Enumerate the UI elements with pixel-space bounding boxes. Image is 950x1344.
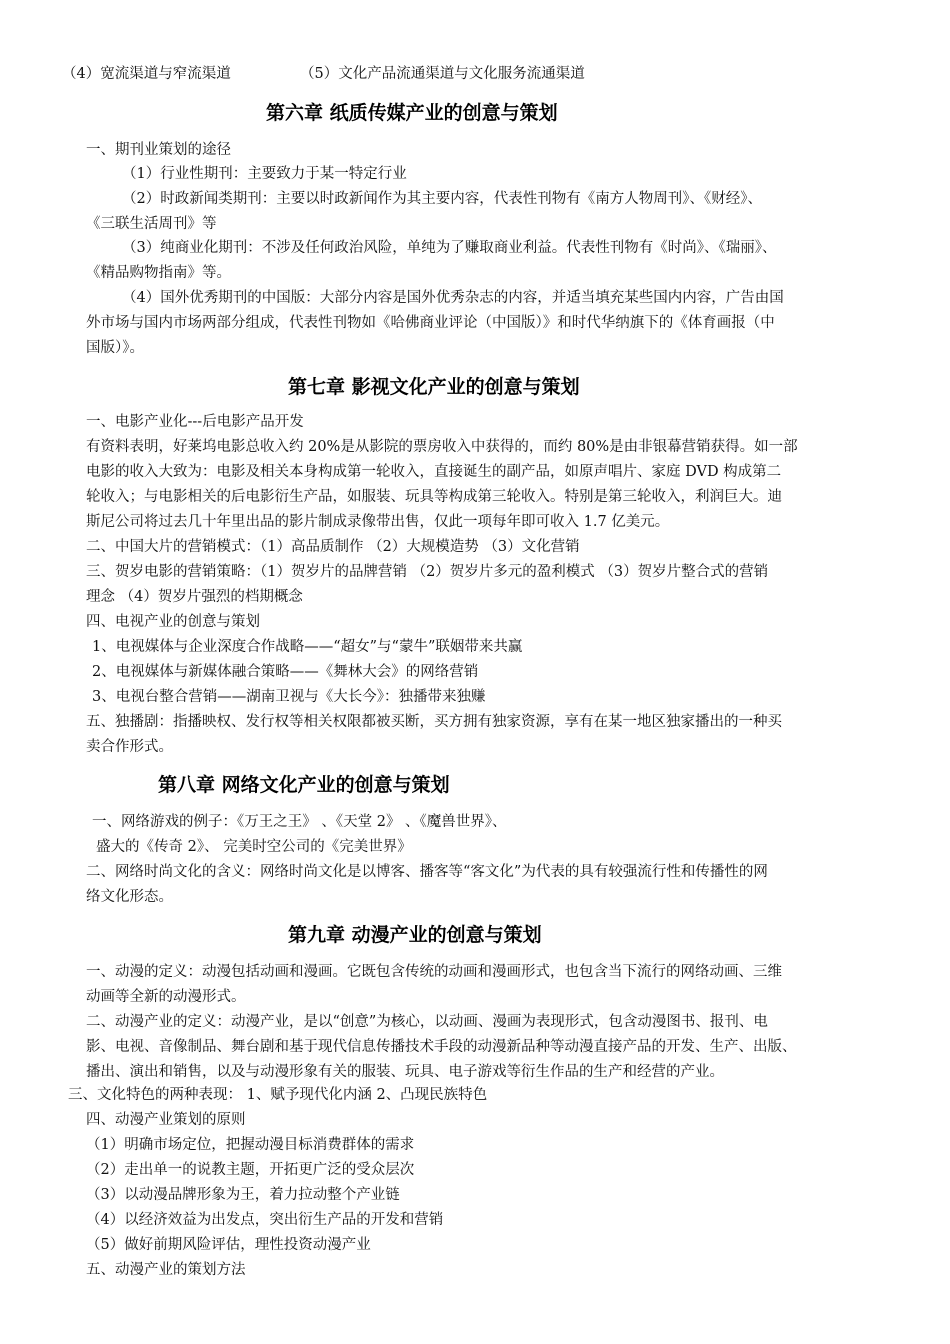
ch9-line-1: 一、动漫的定义：动漫包括动画和漫画。它既包含传统的动画和漫画形式，也包含当下流行的网络动画、三维 (86, 964, 782, 980)
chapter-6-title: 第六章 纸质传媒产业的创意与策划 (266, 102, 558, 124)
ch7-line-13: 五、独播剧：指播映权、发行权等相关权限都被买断，买方拥有独家资源，享有在某一地区独家播出的一种买 (86, 714, 782, 730)
ch6-line-2: （1）行业性期刊：主要致力于某一特定行业 (122, 166, 407, 182)
ch7-line-5: 斯尼公司将过去几十年里出品的影片制成录像带出售，仅此一项每年即可收入 1.7 亿美元。 (86, 514, 670, 530)
ch6-line-8: 外市场与国内市场两部分组成，代表性刊物如《哈佛商业评论（中国版）》和时代华纳旗下的《体育画报（中 (86, 315, 775, 331)
ch7-line-8: 理念 （4）贺岁片强烈的档期概念 (86, 589, 303, 605)
ch9-line-11: （4）以经济效益为出发点，突出衍生产品的开发和营销 (86, 1212, 444, 1228)
chapter-8-title: 第八章 网络文化产业的创意与策划 (158, 774, 450, 796)
ch9-line-3: 二、动漫产业的定义：动漫产业，是以“创意”为核心，以动画、漫画为表现形式，包含动漫图书、报刊、电 (86, 1014, 768, 1030)
ch6-line-3: （2）时政新闻类期刊：主要以时政新闻作为其主要内容，代表性刊物有《南方人物周刊》、《财经》、 (122, 191, 762, 207)
ch7-line-14: 卖合作形式。 (86, 739, 173, 755)
ch7-line-11: 2、电视媒体与新媒体融合策略——《舞林大会》的网络营销 (92, 664, 479, 680)
ch9-line-2: 动画等全新的动漫形式。 (86, 989, 246, 1005)
ch8-line-1: 一、网络游戏的例子：《万王之王》 、《天堂 2》 、《魔兽世界》、 (92, 814, 507, 830)
ch6-line-4: 《三联生活周刊》等 (86, 216, 217, 232)
ch7-line-1: 一、电影产业化---后电影产品开发 (86, 414, 304, 430)
ch8-line-3: 二、网络时尚文化的含义：网络时尚文化是以博客、播客等“客文化”为代表的具有较强流行性和传播性的网 (86, 864, 768, 880)
ch6-line-5: （3）纯商业化期刊：不涉及任何政治风险，单纯为了赚取商业利益。代表性刊物有《时尚》、《瑞丽》、 (122, 240, 777, 256)
ch9-line-7: 四、动漫产业策划的原则 (86, 1112, 246, 1128)
ch9-line-8: （1）明确市场定位，把握动漫目标消费群体的需求 (86, 1137, 415, 1153)
ch9-line-5: 播出、演出和销售，以及与动漫形象有关的服装、玩具、电子游戏等衍生作品的生产和经营的产业。 (86, 1064, 724, 1080)
ch7-line-10: 1、电视媒体与企业深度合作战略——“超女”与“蒙牛”联姻带来共赢 (92, 639, 523, 655)
ch7-line-3: 电影的收入大致为：电影及相关本身构成第一轮收入，直接诞生的副产品，如原声唱片、家庭 DVD 构成第二 (86, 464, 782, 480)
ch7-line-7: 三、贺岁电影的营销策略：（1）贺岁片的品牌营销 （2）贺岁片多元的盈利模式 （3）贺岁片整合式的营销 (86, 564, 769, 580)
ch9-line-4: 影、电视、音像制品、舞台剧和基于现代信息传播技术手段的动漫新品种等动漫直接产品的开发、生产、出版、 (86, 1039, 797, 1055)
top-item-5: （5）文化产品流通渠道与文化服务流通渠道 (300, 66, 585, 82)
ch7-line-9: 四、电视产业的创意与策划 (86, 614, 260, 630)
ch7-line-6: 二、中国大片的营销模式：（1）高品质制作 （2）大规模造势 （3）文化营销 (86, 539, 580, 555)
ch8-line-4: 络文化形态。 (86, 889, 173, 905)
ch8-line-2: 盛大的《传奇 2》、 完美时空公司的《完美世界》 (96, 839, 412, 855)
ch9-line-6: 三、文化特色的两种表现： 1、赋予现代化内涵 2、凸现民族特色 (68, 1087, 488, 1103)
ch6-line-6: 《精品购物指南》等。 (86, 265, 231, 281)
ch7-line-12: 3、电视台整合营销——湖南卫视与《大长今》：独播带来独赚 (92, 689, 486, 705)
ch6-line-7: （4）国外优秀期刊的中国版：大部分内容是国外优秀杂志的内容，并适当填充某些国内内容，广告由国 (122, 290, 784, 306)
ch7-line-4: 轮收入；与电影相关的后电影衍生产品，如服装、玩具等构成第三轮收入。特别是第三轮收入，利润巨大。迪 (86, 489, 782, 505)
ch9-line-10: （3）以动漫品牌形象为王，着力拉动整个产业链 (86, 1187, 400, 1203)
ch9-line-13: 五、动漫产业的策划方法 (86, 1262, 246, 1278)
chapter-7-title: 第七章 影视文化产业的创意与策划 (288, 376, 580, 398)
ch6-line-1: 一、期刊业策划的途径 (86, 142, 231, 158)
chapter-9-title: 第九章 动漫产业的创意与策划 (288, 924, 542, 946)
ch9-line-9: （2）走出单一的说教主题，开拓更广泛的受众层次 (86, 1162, 415, 1178)
top-item-4: （4）宽流渠道与窄流渠道 (62, 66, 231, 82)
ch6-line-9: 国版）》。 (86, 340, 144, 356)
ch7-line-2: 有资料表明，好莱坞电影总收入约 20%是从影院的票房收入中获得的，而约 80%是由非银幕营销获得。如一部 (86, 439, 798, 455)
ch9-line-12: （5）做好前期风险评估，理性投资动漫产业 (86, 1237, 371, 1253)
